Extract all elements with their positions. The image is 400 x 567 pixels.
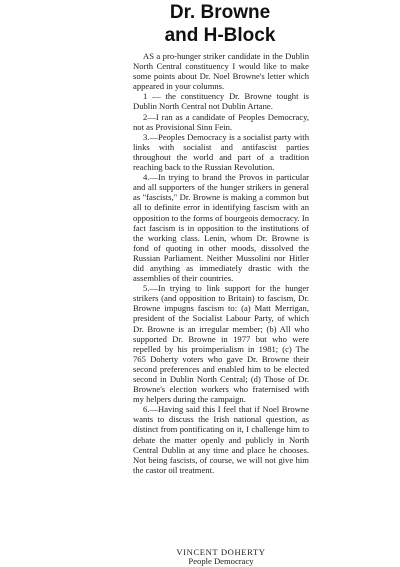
signature-name: VINCENT DOHERTY <box>176 547 266 557</box>
headline-line-2: and H-Block <box>164 25 276 46</box>
paragraph-point-6: 6.—Having said this I feel that if Noel Browne wants to discuss the Irish national question, as distinct from pontificating on it, I challenge him to debate the matter openly and publicly in North Central Dublin at any time and place he chooses. Not being fascists, of course, we will not give him the castor oil treatment. <box>133 404 309 475</box>
paragraph-point-5: 5.—In trying to link support for the hunger strikers (and opposition to Britain) to fascism, Dr. Browne impugns fascism to: (a) Matt Merrigan, president of the Socialist Labour Party, of which Dr. Browne is an irregular member; (b) All who supported Dr. Browne in 1977 but who were repelled by his proimperialism in 1981; (c) The 765 Doherty voters who gave Dr. Browne their second preferences and enabled him to be elected second in Dublin North Central; (d) Those of Dr. Browne's election workers who fraternised with my helpers during the campaign. <box>133 283 309 405</box>
paragraph-point-2: 2—I ran as a candidate of Peoples Democracy, not as Provisional Sinn Fein. <box>133 111 309 132</box>
signature-organisation: People Democracy <box>188 556 254 567</box>
signature-block <box>133 548 309 566</box>
letter-body <box>133 51 309 475</box>
paragraph-point-4: 4.—In trying to brand the Provos in particular and all supporters of the hunger strikers in general as "fascists," Dr. Browne is making a common but all to definite error in identifying fascism with an opposition to the forms of bourgeois democracy. In fact fascism is in opposition to the institutions of the working class. Lenin, whom Dr. Browne is fond of quoting in other moods, dissolved the Russian Parliament. Neither Mussolini nor Hitler did anything as immediately drastic with the assemblies of their countries. <box>133 172 309 284</box>
paragraph-point-1: 1 — the constituency Dr. Browne tought is Dublin North Central not Dublin Artane. <box>133 91 309 112</box>
paragraph-point-3: 3.—Peoples Democracy is a socialist party with links with socialist and antifascist parties throughout the world and part of a tradition reaching back to the Russian Revolution. <box>133 131 309 173</box>
paragraph-intro: AS a pro-hunger striker candidate in the Dublin North Central constituency I would like to make some points about Dr. Noel Browne's letter which appeared in your columns. <box>133 51 309 92</box>
headline-line-1: Dr. Browne <box>169 2 271 23</box>
